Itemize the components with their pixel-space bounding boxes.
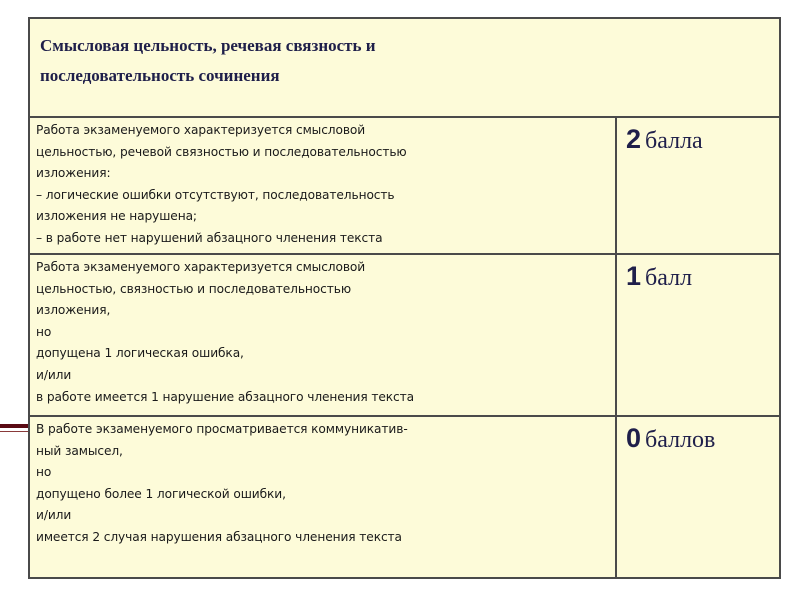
criteria-table	[28, 17, 781, 579]
desc-line: и/или	[36, 367, 72, 382]
desc-line: – в работе нет нарушений абзацного членения текста	[36, 230, 383, 245]
desc-line: изложения не нарушена;	[36, 209, 197, 224]
row-description	[29, 416, 616, 578]
table-row	[29, 117, 780, 254]
desc-line: ный замысел,	[36, 443, 123, 458]
row-score	[616, 117, 780, 254]
desc-line: изложения,	[36, 303, 111, 318]
score-number: 2	[626, 124, 642, 154]
desc-line: и/или	[36, 508, 72, 523]
desc-line: – логические ошибки отсутствуют, последовательность	[36, 187, 395, 202]
desc-line: Работа экзаменуемого характеризуется смысловой	[36, 260, 366, 274]
row-score	[616, 254, 780, 416]
decorative-line	[0, 431, 31, 432]
desc-line: В работе экзаменуемого просматривается коммуникатив-	[36, 422, 408, 436]
score-word: баллов	[645, 427, 716, 453]
table-row	[29, 254, 780, 416]
title-line-2: последовательность сочинения	[40, 66, 280, 85]
desc-line: имеется 2 случая нарушения абзацного членения текста	[36, 529, 402, 544]
desc-line: Работа экзаменуемого характеризуется смысловой	[36, 123, 366, 137]
score-number: 1	[626, 261, 642, 291]
criterion-title	[29, 18, 780, 117]
title-line-1: Смысловая цельность, речевая связность и	[40, 36, 376, 55]
table-row	[29, 416, 780, 578]
desc-line: в работе имеется 1 нарушение абзацного членения текста	[36, 389, 415, 404]
desc-line: цельностью, речевой связностью и последовательностью	[36, 144, 407, 159]
decorative-bar	[0, 424, 31, 428]
desc-line: но	[36, 324, 52, 339]
score-word: балл	[645, 265, 693, 291]
row-description	[29, 254, 616, 416]
row-score	[616, 416, 780, 578]
desc-line: изложения:	[36, 166, 111, 181]
score-number: 0	[626, 423, 642, 453]
header-row	[29, 18, 780, 117]
row-description	[29, 117, 616, 254]
desc-line: но	[36, 465, 52, 480]
desc-line: цельностью, связностью и последовательностью	[36, 281, 351, 296]
score-word: балла	[645, 128, 703, 154]
desc-line: допущена 1 логическая ошибка,	[36, 346, 244, 361]
desc-line: допущено более 1 логической ошибки,	[36, 486, 286, 501]
